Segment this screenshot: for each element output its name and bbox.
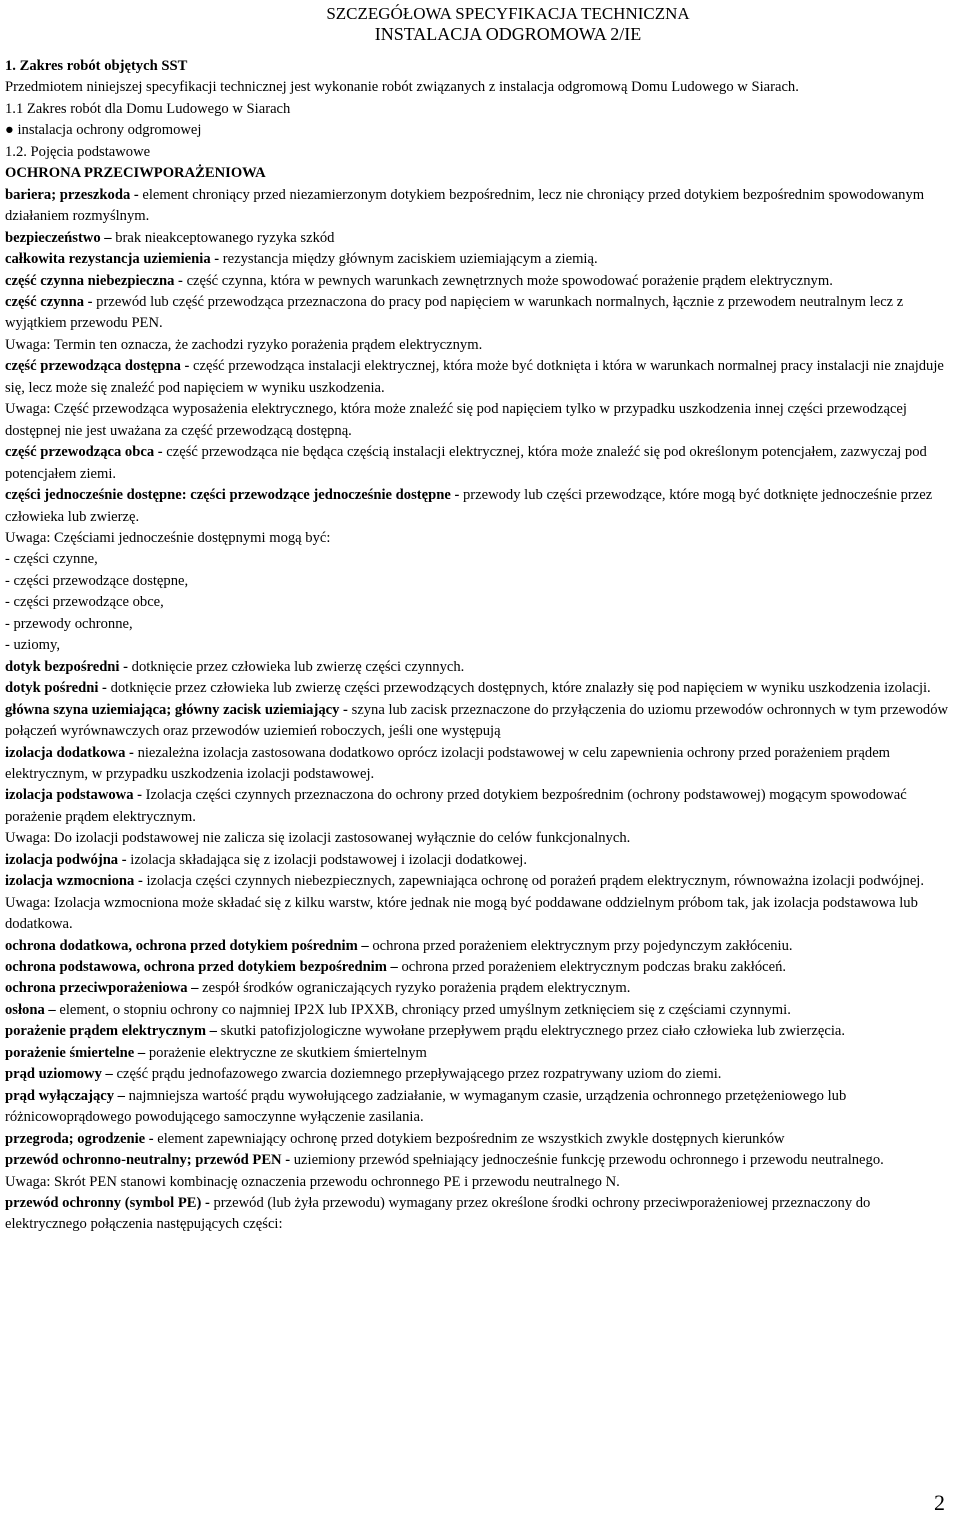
definition-text: przewody lub części przewodzące, które mogą być dotknięte jednocześnie przez człowieka lub zwierzę. [5,487,933,525]
definition-paragraph [5,249,951,270]
definition-term: osłona – [5,1001,56,1018]
definition-text: Uwaga: Część przewodząca wyposażenia elektrycznego, która może znaleźć się pod napięciem tylko w przypadku uszkodzenia innej części przewodzącej dostępnej nie jest uważana za część przewodzącą dostępną. [5,401,907,439]
definition-term: porażenie śmiertelne – [5,1044,146,1061]
definition-term: prąd uziomowy – [5,1066,113,1083]
definition-paragraph [5,871,951,892]
definition-text: Uwaga: Częściami jednocześnie dostępnymi mogą być: [5,529,331,546]
definition-paragraph [5,549,951,570]
definition-text: uziemiony przewód spełniający jednocześnie funkcję przewodu ochronnego i przewodu neutralnego. [290,1152,884,1169]
definition-paragraph [5,893,951,936]
definition-text: Uwaga: Do izolacji podstawowej nie zalicza się izolacji zastosowanej wyłącznie do celów funkcjonalnych. [5,830,631,847]
definition-paragraph [5,828,951,849]
definition-paragraph [5,1064,951,1085]
document-page [5,4,951,1515]
definition-term: przewód ochronno-neutralny; przewód PEN - [5,1152,291,1169]
definition-paragraph [5,485,951,528]
definition-text: izolacja części czynnych niebezpiecznych, zapewniająca ochronę od porażeń prądem elektrycznym, równoważna izolacji podwójnej. [142,873,925,890]
document-body [5,56,951,1236]
definition-paragraph [5,442,951,485]
definition-paragraph [5,678,951,699]
definition-text: część czynna, która w pewnych warunkach zewnętrznych może spowodować porażenie prądem elektrycznym. [182,272,833,289]
definition-term: izolacja wzmocniona - [5,873,143,890]
definition-term: przegroda; ogrodzenie - [5,1130,154,1147]
definition-paragraph [5,1129,951,1150]
section-1-2-heading: 1.2. Pojęcia podstawowe [5,143,151,160]
definition-text: porażenie elektryczne ze skutkiem śmiertelnym [145,1044,427,1061]
page-number: 2 [934,1490,945,1515]
definition-text: część przewodząca nie będąca częścią instalacji elektrycznej, która może znaleźć się pod określonym potencjałem, zazwyczaj pod potencjałem ziemi. [5,444,927,482]
definition-paragraph [5,785,951,828]
definitions-list [5,185,951,1236]
definition-term: część przewodząca obca - [5,444,163,461]
definition-term: dotyk bezpośredni - [5,658,128,675]
definition-paragraph [5,1193,951,1236]
document-subtitle: INSTALACJA ODGROMOWA 2/IE [374,24,642,44]
definition-paragraph [5,1000,951,1021]
definition-text: element chroniący przed niezamierzonym dotykiem bezpośrednim, lecz nie chroniący przed dotykiem bezpośrednim spowodowanym działaniem rozmyślnym. [5,186,925,225]
definition-paragraph [5,292,951,335]
definition-term: ochrona dodatkowa, ochrona przed dotykiem pośrednim – [5,937,369,954]
section-1-1-item: ● instalacja ochrony odgromowej [5,122,202,139]
definition-paragraph [5,356,951,399]
definition-paragraph [5,1021,951,1042]
definition-paragraph [5,657,951,678]
definition-paragraph [5,1172,951,1193]
definition-text: ochrona przed porażeniem elektrycznym podczas braku zakłóceń. [397,959,787,976]
definition-paragraph [5,335,951,356]
definition-text: Uwaga: Skrót PEN stanowi kombinację oznaczenia przewodu ochronnego PE i przewodu neutralnego N. [5,1173,620,1190]
definition-text: część prądu jednofazowego zwarcia doziemnego przepływającego przez rozpatrywany uziom do ziemi. [112,1066,722,1083]
definition-term: przewód ochronny (symbol PE) - [5,1195,210,1212]
definition-paragraph [5,1043,951,1064]
definition-term: ochrona podstawowa, ochrona przed dotykiem bezpośrednim – [5,959,398,976]
definition-paragraph [5,700,951,743]
definition-paragraph [5,271,951,292]
definition-text: dotknięcie przez człowieka lub zwierzę części czynnych. [128,658,465,675]
definition-text: niezależna izolacja zastosowana dodatkowo oprócz izolacji podstawowej w celu zapewnienia ochrony przed porażeniem prądem elektrycznym, w przypadku uszkodzenia izolacji podstawowej. [5,744,891,782]
definition-term: część przewodząca dostępna - [5,358,190,375]
definition-paragraph [5,399,951,442]
section-1-1-heading: 1.1 Zakres robót dla Domu Ludowego w Siarach [5,100,291,117]
definition-term: izolacja podstawowa - [5,787,143,804]
definition-paragraph [5,850,951,871]
definition-paragraph [5,978,951,999]
definition-text: najmniejsza wartość prądu wywołującego zadziałanie, w wymaganym czasie, urządzenia ochronnego przetężeniowego lub różnicowoprądowego powodującego samoczynne wyłączenie zasilania. [5,1087,847,1126]
definition-text: - przewody ochronne, [5,615,133,632]
definition-text: zespół środków ograniczających ryzyko porażenia prądem elektrycznym. [198,980,631,997]
section-1-heading: 1. Zakres robót objętych SST [5,58,188,74]
definition-term: części jednocześnie dostępne: części przewodzące jednocześnie dostępne - [5,487,460,504]
definition-term: prąd wyłączający – [5,1087,125,1104]
definition-paragraph [5,228,951,249]
definition-text: - części przewodzące obce, [5,594,164,611]
definition-text: przewód lub część przewodząca przeznaczona do pracy pod napięciem w warunkach normalnych, łącznie z przewodem neutralnym lecz z wyjątkiem przewodu PEN. [5,293,904,332]
definition-text: rezystancja między głównym zaciskiem uziemiającym a ziemią. [219,251,598,268]
definition-paragraph [5,528,951,549]
definition-term: izolacja dodatkowa - [5,744,134,761]
definition-text: ochrona przed porażeniem elektrycznym przy pojedynczym zakłóceniu. [368,937,793,954]
definition-text: Uwaga: Termin ten oznacza, że zachodzi ryzyko porażenia prądem elektrycznym. [5,336,483,353]
definition-term: całkowita rezystancja uziemienia - [5,251,220,268]
definition-text: - uziomy, [5,637,60,654]
definition-term: porażenie prądem elektrycznym – [5,1023,217,1040]
definition-text: izolacja składająca się z izolacji podstawowej i izolacji dodatkowej. [126,851,527,868]
definition-text: - części przewodzące dostępne, [5,572,189,589]
definition-text: dotknięcie przez człowieka lub zwierzę części przewodzących dostępnych, które znalazły się pod napięciem w wyniku uszkodzenia izolacji. [106,680,931,697]
definition-text: szyna lub zacisk przeznaczone do przyłączenia do uziomu przewodów ochronnych w tym przewodów połączeń wyrównawczych oraz przewodów uziemień roboczych, jeśli one występują [5,701,949,740]
definition-term: część czynna niebezpieczna - [5,272,183,289]
definition-text: Izolacja części czynnych przeznaczona do ochrony przed dotykiem bezpośrednim (ochrony podstawowej) mogącym spowodować porażenie prądem elektrycznym. [5,787,907,825]
definition-paragraph [5,957,951,978]
definition-text: - części czynne, [5,551,98,568]
definition-paragraph [5,185,951,228]
section-1-2-subheading: OCHRONA PRZECIWPORAŻENIOWA [5,165,266,182]
definition-paragraph [5,1086,951,1129]
definition-text: Uwaga: Izolacja wzmocniona może składać się z kilku warstw, które jednak nie mogą być poddawane oddzielnym próbom tak, jak izolacja podstawowa lub dodatkowa. [5,894,918,933]
section-1-text: Przedmiotem niniejszej specyfikacji technicznej jest wykonanie robót związanych z instalacja odgromową Domu Ludowego w Siarach. [5,79,799,96]
definition-term: dotyk pośredni - [5,680,107,697]
definition-paragraph [5,614,951,635]
definition-paragraph [5,592,951,613]
definition-term: bezpieczeństwo – [5,229,112,246]
definition-term: izolacja podwójna - [5,851,127,868]
definition-text: skutki patofizjologiczne wywołane przepływem prądu elektrycznego przez ciało człowieka lub zwierzęcia. [216,1023,846,1040]
definition-term: część czynna - [5,293,93,310]
definition-paragraph [5,936,951,957]
definition-paragraph [5,571,951,592]
definition-term: bariera; przeszkoda - [5,186,139,203]
definition-text: brak nieakceptowanego ryzyka szkód [111,229,335,246]
definition-text: element zapewniający ochronę przed dotykiem bezpośrednim ze wszystkich zwykle dostępnych kierunków [153,1130,785,1147]
definition-term: główna szyna uziemiająca; główny zacisk uziemiający - [5,701,348,718]
definition-paragraph [5,635,951,656]
definition-paragraph [5,743,951,786]
definition-text: przewód (lub żyła przewodu) wymagany przez określone środki ochrony przeciwporażeniowej przeznaczony do elektrycznego połączenia następujących części: [5,1195,871,1233]
definition-term: ochrona przeciwporażeniowa – [5,980,199,997]
document-title: SZCZEGÓŁOWA SPECYFIKACJA TECHNICZNA [326,4,690,23]
definition-text: część przewodząca instalacji elektrycznej, która może być dotknięta i która w warunkach normalnej pracy instalacji nie znajduje się, lecz może się znaleźć pod napięciem w wyniku uszkodzenia. [5,358,944,396]
definition-paragraph [5,1150,951,1171]
definition-text: element, o stopniu ochrony co najmniej IP2X lub IPXXB, chroniący przed umyślnym zetknięciem się z częściami czynnymi. [55,1001,791,1018]
